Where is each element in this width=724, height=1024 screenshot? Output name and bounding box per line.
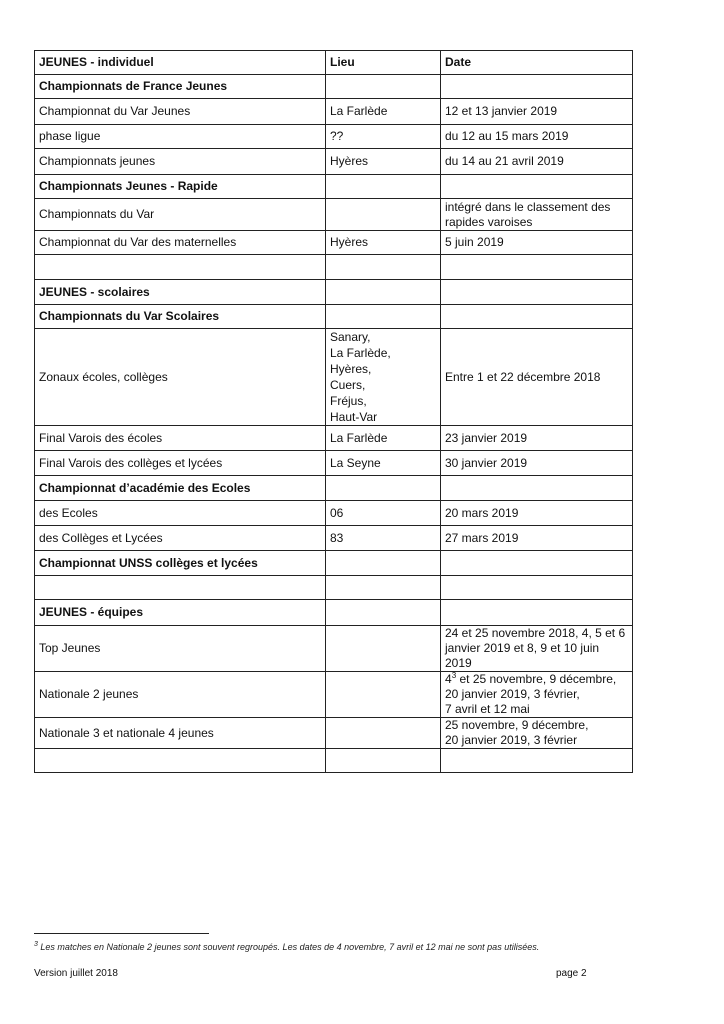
category-title: Championnats Jeunes - Rapide bbox=[35, 175, 326, 199]
lieu-cell: 83 bbox=[326, 526, 441, 551]
lieu-cell: Sanary, La Farlède, Hyères, Cuers, Fréjus, Haut-Var bbox=[326, 329, 441, 426]
event-row bbox=[35, 231, 633, 255]
lieu-cell bbox=[326, 551, 441, 576]
event-name: Final Varois des collèges et lycées bbox=[35, 451, 326, 476]
footer-version: Version juillet 2018 bbox=[34, 968, 118, 979]
date-cell: 24 et 25 novembre 2018, 4, 5 et 6 janvier 2019 et 8, 9 et 10 juin 2019 bbox=[441, 626, 633, 672]
event-row bbox=[35, 149, 633, 175]
event-name: Championnats du Var bbox=[35, 199, 326, 231]
date-cell bbox=[441, 75, 633, 99]
empty-cell bbox=[441, 255, 633, 280]
lieu-cell bbox=[326, 75, 441, 99]
empty-cell bbox=[326, 255, 441, 280]
event-row bbox=[35, 501, 633, 526]
date-cell: Entre 1 et 22 décembre 2018 bbox=[441, 329, 633, 426]
category-row bbox=[35, 305, 633, 329]
event-row bbox=[35, 199, 633, 231]
event-row bbox=[35, 125, 633, 149]
event-row bbox=[35, 451, 633, 476]
section-header-row bbox=[35, 280, 633, 305]
footnote bbox=[34, 942, 539, 952]
date-cell: 5 juin 2019 bbox=[441, 231, 633, 255]
lieu-cell: La Farlède bbox=[326, 426, 441, 451]
event-row bbox=[35, 329, 633, 426]
date-cell: intégré dans le classement des rapides varoises bbox=[441, 199, 633, 231]
lieu-cell: La Seyne bbox=[326, 451, 441, 476]
empty-row bbox=[35, 749, 633, 773]
event-name: Top Jeunes bbox=[35, 626, 326, 672]
empty-cell bbox=[441, 576, 633, 600]
empty-cell bbox=[35, 255, 326, 280]
date-cell: 20 mars 2019 bbox=[441, 501, 633, 526]
section-title: JEUNES - équipes bbox=[35, 600, 326, 626]
category-row bbox=[35, 175, 633, 199]
date-cell bbox=[441, 672, 633, 718]
empty-cell bbox=[35, 749, 326, 773]
event-row bbox=[35, 426, 633, 451]
footer-page-number: page 2 bbox=[556, 968, 587, 979]
lieu-cell: Hyères bbox=[326, 149, 441, 175]
footnote-number: 3 bbox=[34, 941, 38, 948]
empty-row bbox=[35, 576, 633, 600]
lieu-cell bbox=[326, 199, 441, 231]
category-row bbox=[35, 551, 633, 576]
date-cell: du 14 au 21 avril 2019 bbox=[441, 149, 633, 175]
footnote-separator bbox=[34, 933, 209, 934]
event-name: Championnats jeunes bbox=[35, 149, 326, 175]
schedule-table bbox=[34, 50, 633, 773]
lieu-cell: Hyères bbox=[326, 231, 441, 255]
date-cell bbox=[441, 175, 633, 199]
date-cell: 12 et 13 janvier 2019 bbox=[441, 99, 633, 125]
column-header-lieu: Lieu bbox=[326, 51, 441, 75]
column-header-date: Date bbox=[441, 51, 633, 75]
date-cell: 27 mars 2019 bbox=[441, 526, 633, 551]
empty-row bbox=[35, 255, 633, 280]
footnote-ref: 3 bbox=[451, 671, 457, 680]
event-name: Nationale 2 jeunes bbox=[35, 672, 326, 718]
lieu-cell bbox=[326, 476, 441, 501]
event-row bbox=[35, 626, 633, 672]
event-name: des Collèges et Lycées bbox=[35, 526, 326, 551]
empty-cell bbox=[35, 576, 326, 600]
lieu-cell bbox=[326, 600, 441, 626]
date-prefix: 4 bbox=[445, 672, 452, 686]
event-name: Final Varois des écoles bbox=[35, 426, 326, 451]
event-name: des Ecoles bbox=[35, 501, 326, 526]
section-header-row bbox=[35, 600, 633, 626]
lieu-cell bbox=[326, 175, 441, 199]
date-cell bbox=[441, 600, 633, 626]
date-cell bbox=[441, 551, 633, 576]
empty-cell bbox=[441, 749, 633, 773]
event-name: phase ligue bbox=[35, 125, 326, 149]
date-cell: du 12 au 15 mars 2019 bbox=[441, 125, 633, 149]
date-cell bbox=[441, 305, 633, 329]
date-cell bbox=[441, 476, 633, 501]
section-title: JEUNES - individuel bbox=[35, 51, 326, 75]
category-title: Championnats de France Jeunes bbox=[35, 75, 326, 99]
lieu-cell bbox=[326, 718, 441, 749]
event-name: Championnat du Var Jeunes bbox=[35, 99, 326, 125]
lieu-cell: 06 bbox=[326, 501, 441, 526]
empty-cell bbox=[326, 576, 441, 600]
event-name: Nationale 3 et nationale 4 jeunes bbox=[35, 718, 326, 749]
lieu-cell bbox=[326, 305, 441, 329]
lieu-cell bbox=[326, 280, 441, 305]
event-row bbox=[35, 99, 633, 125]
date-cell bbox=[441, 280, 633, 305]
footnote-text: Les matches en Nationale 2 jeunes sont souvent regroupés. Les dates de 4 novembre, 7 avril et 12 mai ne sont pas utilisées. bbox=[37, 942, 540, 952]
lieu-cell bbox=[326, 672, 441, 718]
event-name: Zonaux écoles, collèges bbox=[35, 329, 326, 426]
lieu-cell: La Farlède bbox=[326, 99, 441, 125]
category-title: Championnat d’académie des Ecoles bbox=[35, 476, 326, 501]
date-cell: 25 novembre, 9 décembre, 20 janvier 2019, 3 février bbox=[441, 718, 633, 749]
date-cell: 23 janvier 2019 bbox=[441, 426, 633, 451]
event-row bbox=[35, 718, 633, 749]
date-cell: 30 janvier 2019 bbox=[441, 451, 633, 476]
date-text: et 25 novembre, 9 décembre, 20 janvier 2019, 3 février, 7 avril et 12 mai bbox=[445, 672, 617, 716]
category-row bbox=[35, 75, 633, 99]
section-header-row bbox=[35, 51, 633, 75]
lieu-cell: ?? bbox=[326, 125, 441, 149]
lieu-cell bbox=[326, 626, 441, 672]
category-row bbox=[35, 476, 633, 501]
section-title: JEUNES - scolaires bbox=[35, 280, 326, 305]
event-row bbox=[35, 526, 633, 551]
event-row bbox=[35, 672, 633, 718]
event-name: Championnat du Var des maternelles bbox=[35, 231, 326, 255]
empty-cell bbox=[326, 749, 441, 773]
category-title: Championnat UNSS collèges et lycées bbox=[35, 551, 326, 576]
category-title: Championnats du Var Scolaires bbox=[35, 305, 326, 329]
